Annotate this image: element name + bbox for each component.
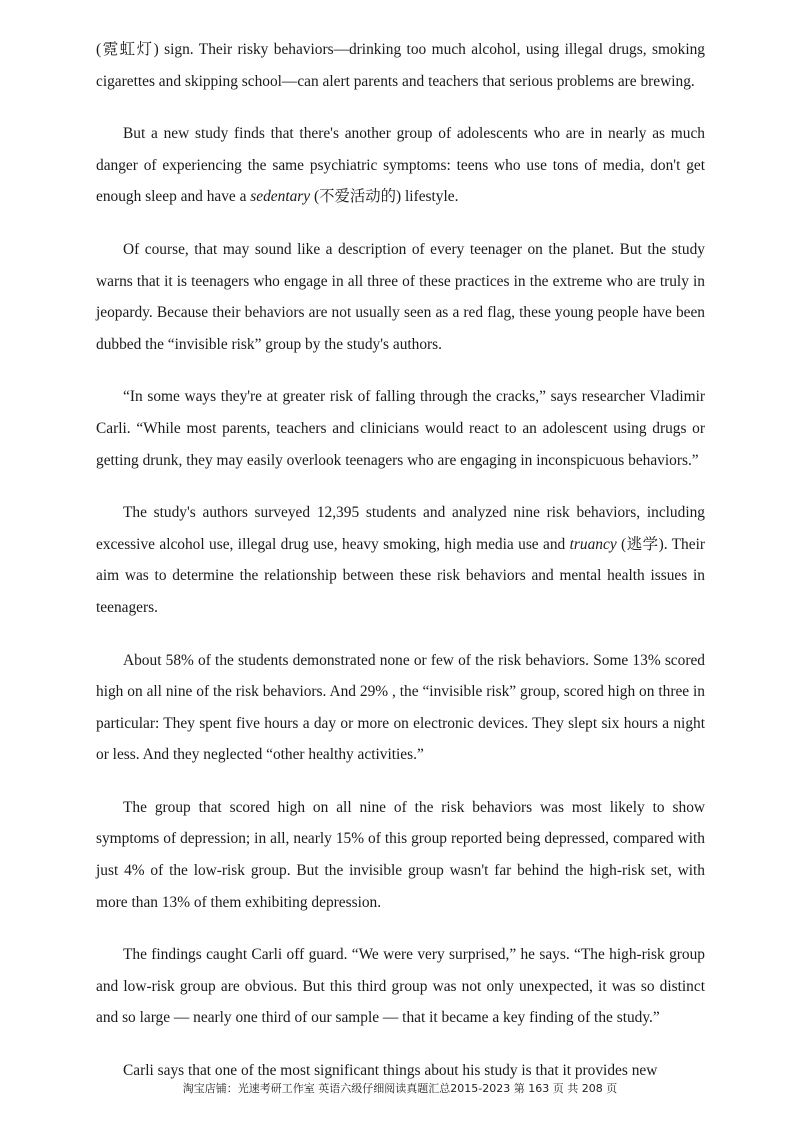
paragraph-5 <box>96 497 705 623</box>
italic-term-truancy: truancy <box>569 535 617 553</box>
paragraph-text: But a new study finds that there's another group of adolescents who are in nearly as much danger of experiencing the same psychiatric symptoms: teens who use tons of media, don't get enough sleep and have a <box>96 125 705 206</box>
paragraph-text: Of course, that may sound like a description of every teenager on the planet. But the study warns that it is teenagers who engage in all three of these practices in the extreme who are truly in jeopardy. Because their behaviors are not usually seen as a red flag, these young people have been dubbed the “invisible risk” group by the study's authors. <box>96 240 705 353</box>
paragraph-text: The findings caught Carli off guard. “We were very surprised,” he says. “The high-risk group and low-risk group are obvious. But this third group was not only unexpected, it was so distinct and so large — nearly one third of our sample — that it became a key finding of the study.” <box>96 946 705 1027</box>
paragraph-text: Carli says that one of the most significant things about his study is that it provides new <box>123 1062 658 1080</box>
paragraph-text: The group that scored high on all nine of the risk behaviors was most likely to show symptoms of depression; in all, nearly 15% of this group reported being depressed, compared with just 4% of the low-risk group. But the invisible group wasn't far behind the high-risk set, with more than 13% of them exhibiting depression. <box>96 798 705 911</box>
paragraph-4 <box>96 381 705 476</box>
paragraph-text: (不爱活动的) lifestyle. <box>310 188 459 206</box>
paragraph-text: (霓虹灯) sign. Their risky behaviors—drinking too much alcohol, using illegal drugs, smoking cigarettes and skipping school—can alert parents and teachers that serious problems are brewing. <box>96 41 705 90</box>
paragraph-2 <box>96 118 705 213</box>
paragraph-3 <box>96 234 705 360</box>
paragraph-1 <box>96 34 705 97</box>
article-body <box>96 34 705 1108</box>
paragraph-7 <box>96 792 705 918</box>
paragraph-text: “In some ways they're at greater risk of falling through the cracks,” says researcher Vladimir Carli. “While most parents, teachers and clinicians would react to an adolescent using drugs or getting drunk, they may easily overlook teenagers who are engaging in inconspicuous behaviors.” <box>96 388 705 469</box>
paragraph-text: About 58% of the students demonstrated none or few of the risk behaviors. Some 13% scored high on all nine of the risk behaviors. And 29% , the “invisible risk” group, scored high on three in particular: They spent five hours a day or more on electronic devices. They slept six hours a night or less. And they neglected “other healthy activities.” <box>96 651 705 764</box>
page-footer: 淘宝店铺：光速考研工作室 英语六级仔细阅读真题汇总2015-2023 第 163 页 共 208 页 <box>182 1082 618 1095</box>
paragraph-text: (逃学). Their aim was to determine the relationship between these risk behaviors and mental health issues in teenagers. <box>96 535 705 616</box>
paragraph-6 <box>96 645 705 771</box>
paragraph-text: The study's authors surveyed 12,395 students and analyzed nine risk behaviors, including excessive alcohol use, illegal drug use, heavy smoking, high media use and <box>96 504 705 553</box>
paragraph-8 <box>96 939 705 1034</box>
italic-term-sedentary: sedentary <box>250 188 311 206</box>
